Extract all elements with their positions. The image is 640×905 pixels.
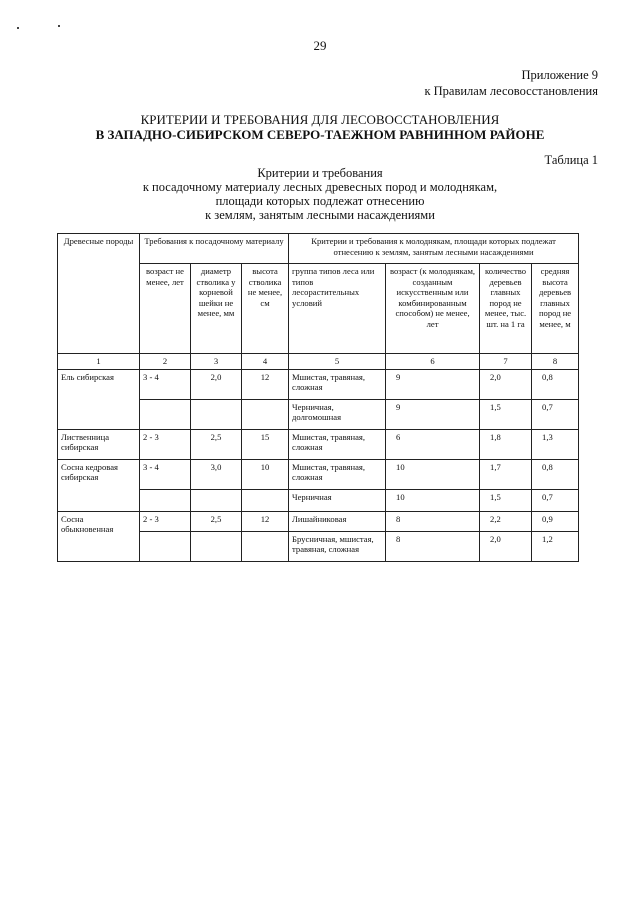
page-number: 29 [313,38,327,53]
age-cell: 2 - 3 [140,429,191,459]
diameter-cell: 2,5 [191,511,242,531]
height-cell: 12 [242,369,289,399]
young-age-cell: 10 [386,489,480,511]
header-young-stand-criteria: Критерии и требования к молоднякам, площади которых подлежат отнесению к землям, занятым лесными насаждениями [289,234,579,264]
document-title-line2: В ЗАПАДНО-СИБИРСКОМ СЕВЕРО-ТАЕЖНОМ РАВНИННОМ РАЙОНЕ [95,127,545,142]
avg-height-cell: 0,8 [532,369,579,399]
header-tree-count: количество деревьев главных пород не менее, тыс. шт. на 1 га [480,264,532,354]
column-number: 2 [140,354,191,370]
table-number: Таблица 1 [544,153,598,167]
tree-count-cell: 2,0 [480,531,532,561]
subtitle-line4: к землям, занятым лесными насаждениями [205,208,435,222]
forest-type-cell: Мшистая, травяная, сложная [289,459,386,489]
diameter-cell: 2,0 [191,369,242,399]
avg-height-cell: 0,7 [532,489,579,511]
species-cell: Сосна кедровая сибирская [58,459,140,511]
table-row [58,459,579,489]
header-planting-requirements: Требования к посадочному материалу [140,234,289,264]
age-cell: 3 - 4 [140,369,191,399]
forest-type-cell: Мшистая, травяная, сложная [289,429,386,459]
tree-count-cell: 1,5 [480,399,532,429]
species-cell: Лиственница сибирская [58,429,140,459]
avg-height-cell: 1,3 [532,429,579,459]
avg-height-cell: 0,7 [532,399,579,429]
avg-height-cell: 0,9 [532,511,579,531]
age-cell: 3 - 4 [140,459,191,489]
scan-speck [17,27,19,29]
young-age-cell: 10 [386,459,480,489]
table-row [58,511,579,531]
column-number: 7 [480,354,532,370]
subtitle-line2: к посадочному материалу лесных древесных пород и молоднякам, [142,180,498,194]
table-row [58,369,579,399]
young-age-cell: 9 [386,369,480,399]
column-number: 4 [242,354,289,370]
forest-type-cell: Черничная, долгомошная [289,399,386,429]
header-avg-height: средняя высота деревьев главных пород не менее, м [532,264,579,354]
column-number: 1 [58,354,140,370]
appendix-reference: к Правилам лесовосстановления [424,84,598,98]
header-diameter: диаметр стволика у корневой шейки не менее, мм [191,264,242,354]
tree-count-cell: 1,7 [480,459,532,489]
forest-type-cell: Черничная [289,489,386,511]
tree-count-cell: 1,5 [480,489,532,511]
young-age-cell: 9 [386,399,480,429]
subtitle-line1: Критерии и требования [257,166,383,180]
column-number: 6 [386,354,480,370]
scan-speck [58,25,60,27]
species-cell: Ель сибирская [58,369,140,429]
age-cell: 2 - 3 [140,511,191,531]
diameter-cell: 2,5 [191,429,242,459]
tree-count-cell: 1,8 [480,429,532,459]
document-title-line1: КРИТЕРИИ И ТРЕБОВАНИЯ ДЛЯ ЛЕСОВОССТАНОВЛЕНИЯ [140,112,500,127]
height-cell: 10 [242,459,289,489]
tree-count-cell: 2,2 [480,511,532,531]
header-age-min: возраст не менее, лет [140,264,191,354]
subtitle-line3: площади которых подлежат отнесению [215,194,425,208]
avg-height-cell: 1,2 [532,531,579,561]
young-age-cell: 8 [386,531,480,561]
column-number: 5 [289,354,386,370]
header-height: высота стволика не менее, см [242,264,289,354]
criteria-table [57,233,579,562]
young-age-cell: 8 [386,511,480,531]
forest-type-cell: Лишайниковая [289,511,386,531]
header-young-age: возраст (к молоднякам, созданным искусственным или комбинированным способом) не менее, лет [386,264,480,354]
column-number: 8 [532,354,579,370]
column-number: 3 [191,354,242,370]
young-age-cell: 6 [386,429,480,459]
header-species: Древесные породы [58,234,140,354]
species-cell: Сосна обыкновенная [58,511,140,561]
appendix-label: Приложение 9 [521,68,598,82]
avg-height-cell: 0,8 [532,459,579,489]
forest-type-cell: Мшистая, травяная, сложная [289,369,386,399]
height-cell: 15 [242,429,289,459]
forest-type-cell: Брусничная, мшистая, травяная, сложная [289,531,386,561]
table-row [58,429,579,459]
diameter-cell: 3,0 [191,459,242,489]
tree-count-cell: 2,0 [480,369,532,399]
header-forest-type: группа типов леса или типов лесорастительных условий [289,264,386,354]
height-cell: 12 [242,511,289,531]
